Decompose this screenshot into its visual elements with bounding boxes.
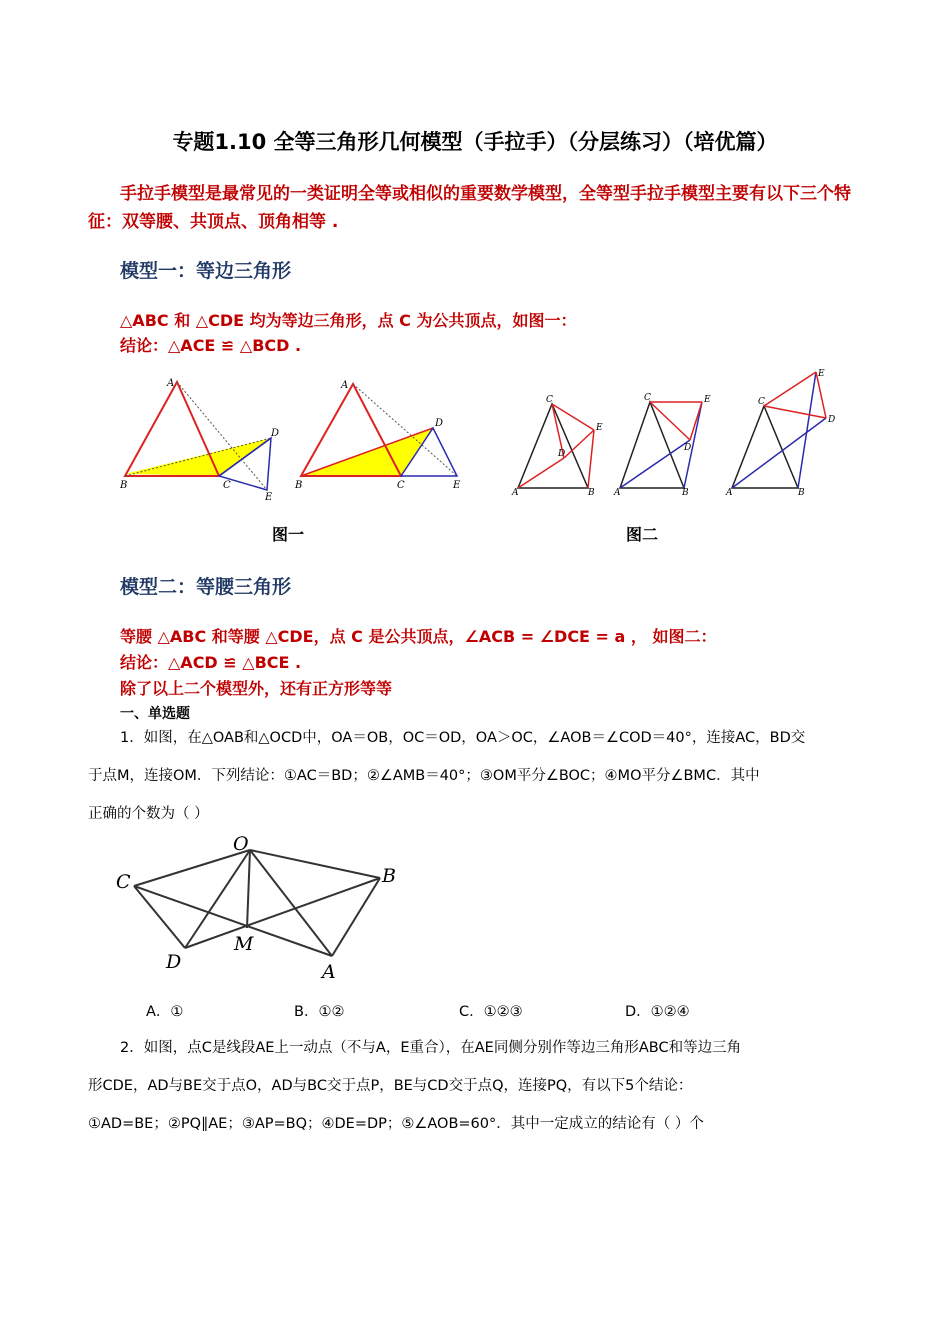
model2-heading: 模型二：等腰三角形 <box>120 576 292 598</box>
fig2b-label-a: A <box>614 488 621 498</box>
q1-label-a: A <box>322 961 336 983</box>
q1-label-d: D <box>166 951 182 973</box>
fig1a-label-c: C <box>223 480 231 491</box>
figure-two-caption: 图二 <box>626 525 659 544</box>
q1-label-m: M <box>234 933 254 955</box>
fig2b-label-b: B <box>682 488 689 498</box>
q1-label-o: O <box>233 833 249 855</box>
fig2c-be <box>798 372 816 488</box>
figure-one <box>115 372 485 502</box>
fig2b-ad <box>620 440 690 488</box>
model2-line1: 等腰 △ABC 和等腰 △CDE，点 C 是公共顶点，∠ACB = ∠DCE = a ， 如图二： <box>120 627 717 646</box>
fig1a-label-e: E <box>265 492 273 502</box>
q1-line2: 于点M，连接OM．下列结论：①AC＝BD；②∠AMB＝40°；③OM平分∠BOC；④MO平分∠BMC．其中 <box>88 768 760 784</box>
fig2c-label-b: B <box>798 488 805 498</box>
fig1b-label-a: A <box>341 380 349 391</box>
q1-option-c[interactable]: C．①②③ <box>459 1004 523 1020</box>
fig2b-label-e: E <box>704 395 711 405</box>
model1-heading: 模型一：等边三角形 <box>120 260 292 282</box>
fig2b-cd <box>650 402 690 440</box>
fig1b-label-d: D <box>435 418 444 429</box>
q1-option-b[interactable]: B．①② <box>294 1004 345 1020</box>
fig2a-label-b: B <box>588 488 595 498</box>
fig1b-label-c: C <box>397 480 405 491</box>
fig2c-label-a: A <box>726 488 733 498</box>
fig2a-label-c: C <box>546 395 553 405</box>
fig2a-label-e: E <box>596 423 603 433</box>
fig2c-cd <box>764 406 826 418</box>
fig1a-label-a: A <box>167 378 175 389</box>
fig2a-label-d: D <box>558 449 566 459</box>
q1-label-b: B <box>382 865 396 887</box>
fig1a-label-d: D <box>271 428 280 439</box>
fig1b-label-e: E <box>453 480 461 491</box>
fig1a-label-b: B <box>120 480 128 491</box>
q1-figure <box>110 832 420 984</box>
intro-paragraph: 手拉手模型是最常见的一类证明全等或相似的重要数学模型，全等型手拉手模型主要有以下三个特征：双等腰、共顶点、顶角相等 . <box>88 184 851 232</box>
model1-line1: △ABC 和 △CDE 均为等边三角形，点 C 为公共顶点，如图一： <box>120 311 577 330</box>
q1-line1: 1．如图，在△OAB和△OCD中，OA＝OB，OC＝OD，OA＞OC，∠AOB＝∠COD＝40°，连接AC，BD交 <box>120 730 806 746</box>
fig2b-label-d: D <box>684 443 692 453</box>
model2-line3: 除了以上二个模型外，还有正方形等等 <box>120 679 393 698</box>
fig2c-label-d: D <box>828 415 836 425</box>
fig1b-label-b: B <box>295 480 303 491</box>
fig2b-label-c: C <box>644 393 651 403</box>
q1-option-d[interactable]: D．①②④ <box>625 1004 690 1020</box>
fig2a-be <box>588 430 594 488</box>
model2-line2: 结论：△ACD ≌ △BCE . <box>120 653 302 672</box>
fig2c-label-e: E <box>818 369 825 379</box>
q2-line1: 2．如图，点C是线段AE上一动点（不与A，E重合），在AE同侧分别作等边三角形ABC和等边三角 <box>120 1040 742 1056</box>
fig2c-label-c: C <box>758 397 765 407</box>
fig2a-ad <box>518 458 564 488</box>
fig2c-ce <box>764 372 816 406</box>
section-heading: 一、单选题 <box>120 706 190 722</box>
q1-label-c: C <box>116 871 131 893</box>
page-title: 专题1.10 全等三角形几何模型（手拉手）（分层练习）（培优篇） <box>172 130 778 154</box>
model1-line2: 结论：△ACE ≌ △BCD . <box>120 336 302 355</box>
q2-line3: ①AD=BE；②PQ∥AE；③AP=BQ；④DE=DP；⑤∠AOB=60°．其中一定成立的结论有（ ）个 <box>88 1116 704 1132</box>
fig2a-label-a: A <box>512 488 519 498</box>
q2-line2: 形CDE，AD与BE交于点O，AD与BC交于点P，BE与CD交于点Q，连接PQ，有以下5个结论： <box>88 1078 693 1094</box>
figure-two <box>508 368 843 500</box>
q1-line3: 正确的个数为（ ） <box>88 806 209 822</box>
fig2b-triangle-abc <box>620 402 684 488</box>
figure-one-caption: 图一 <box>272 525 305 544</box>
q1-option-a[interactable]: A．① <box>146 1004 184 1020</box>
